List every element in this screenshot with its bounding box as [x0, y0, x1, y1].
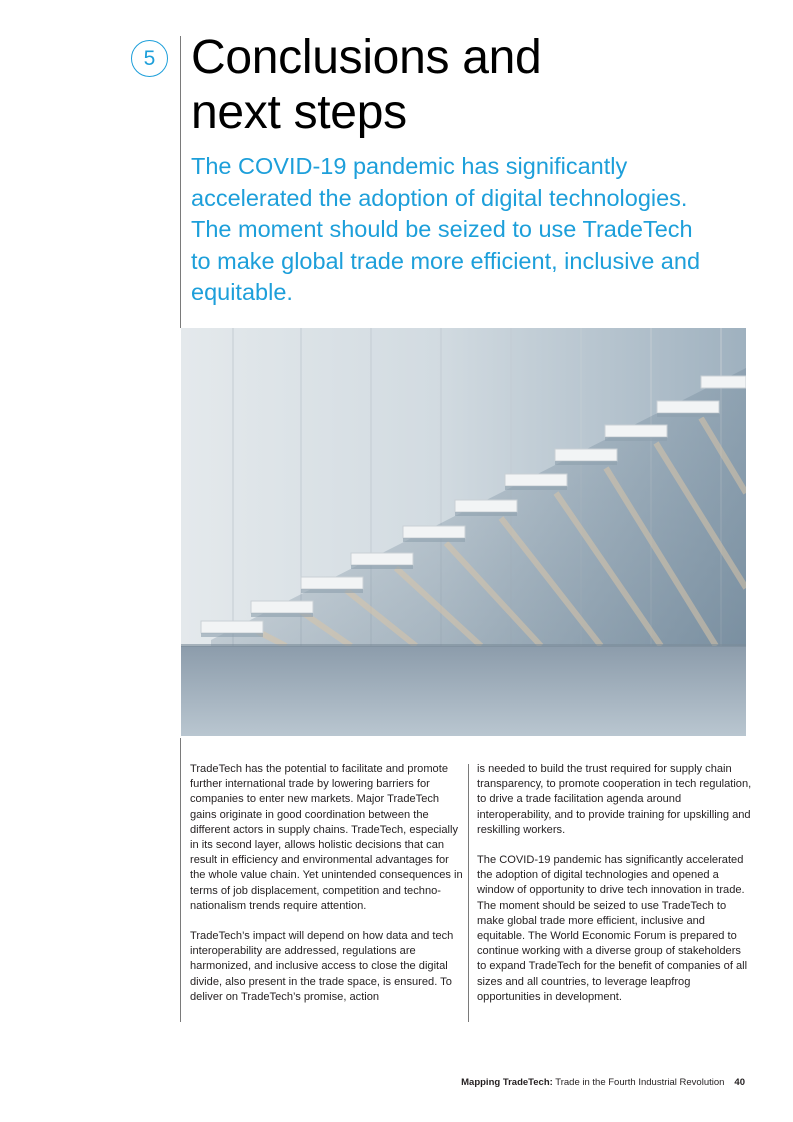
body-paragraph: The COVID-19 pandemic has significantly accelerated the adoption of digital technologies and opened a window of opportunity to drive tech innovation in trade. The moment should be seized to use TradeTech to make global trade more efficient, inclusive and equitable. The World Economic Forum is prepared to continue working with a diverse group of stakeholders to expand TradeTech for the benefit of companies of all sizes and all countries, to leverage leapfrog opportunities in development.: [477, 854, 748, 1003]
body-paragraph: TradeTech’s impact will depend on how data and tech interoperability are addressed, regulations are harmonized, and inclusive access to close the digital divide, also present in the trade space, is ensured. To deliver on TradeTech’s promise, action: [190, 930, 454, 1003]
body-paragraph: TradeTech has the potential to facilitate and promote further international trade by lowering barriers for companies to enter new markets. Major TradeTech gains originate in good coordination between the different actors in supply chains. TradeTech, especially in its second layer, allows holistic decisions that can result in efficiency and environmental advantages for the whole value chain. Yet unintended consequences in terms of job displacement, competition and techno-nationalism trends require attention.: [190, 763, 463, 912]
footer-publication: Mapping TradeTech:: [461, 1077, 553, 1088]
body-paragraph: is needed to build the trust required for supply chain transparency, to promote cooperation in tech regulation, to drive a trade facilitation agenda around interoperability, and to provide training for upskilling and reskilling workers.: [477, 763, 752, 836]
column-divider-middle: [468, 764, 469, 1022]
page-subtitle: The COVID-19 pandemic has significantly accelerated the adoption of digital technologies. The moment should be seized to use TradeTech to make global trade more efficient, inclusive and equitable.: [191, 153, 701, 305]
page-title-line-1: Conclusions and: [191, 31, 542, 84]
chapter-number: 5: [143, 46, 156, 70]
body-column-left: [190, 762, 465, 1020]
hero-image-staircase: [181, 328, 746, 736]
page-number: 40: [734, 1077, 745, 1088]
body-column-right: [477, 762, 752, 1020]
page-title-line-2: next steps: [191, 86, 407, 139]
column-divider-left: [180, 738, 181, 1022]
page-title: [191, 30, 541, 140]
footer-subtitle: Trade in the Fourth Industrial Revolution: [552, 1077, 725, 1088]
chapter-number-badge: [131, 40, 168, 77]
page-footer: [461, 1077, 745, 1088]
vertical-divider: [180, 36, 181, 328]
